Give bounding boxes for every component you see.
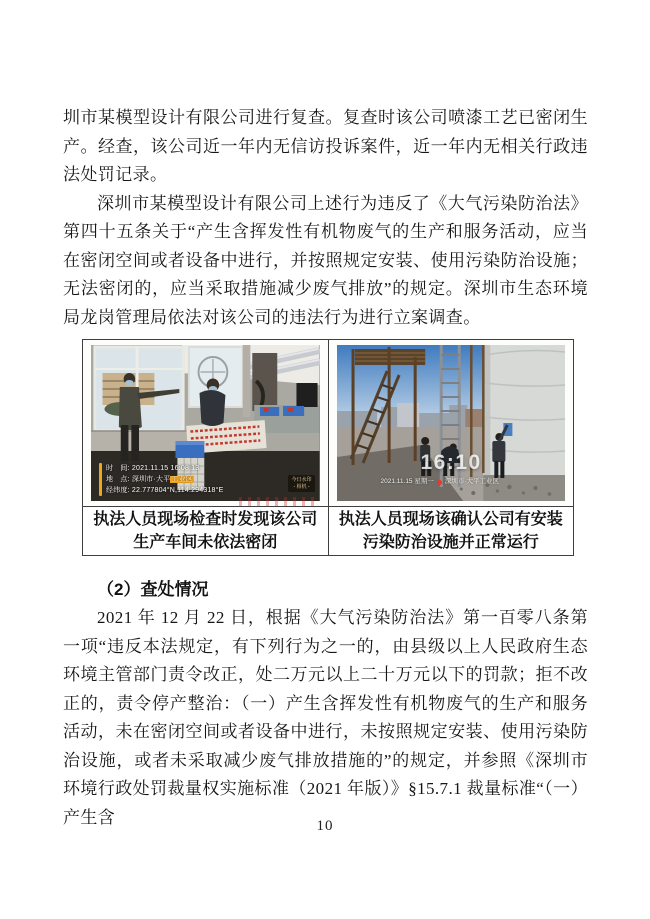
watermark-dateline bbox=[381, 478, 500, 486]
inspection-photo-workshop bbox=[91, 345, 320, 501]
watermark-date: 2021.11.15 星期一 bbox=[380, 478, 434, 485]
section-heading: （2）查处情况 bbox=[97, 580, 209, 599]
photo-caption-right: 执法人员现场该确认公司有安装 污染防治设施并正常运行 bbox=[328, 507, 574, 556]
photo-cell-right bbox=[328, 340, 574, 507]
watermark-place: 深圳市·大平工业区 bbox=[444, 478, 500, 485]
watermark-info bbox=[99, 463, 224, 496]
photo-caption-left: 执法人员现场检查时发现该公司 生产车间未依法密闭 bbox=[83, 507, 329, 556]
watermark-place: 地 点: 深圳市·大平工业区 bbox=[106, 476, 194, 483]
watermark-time: 时 间: 2021.11.15 16:08:13 bbox=[106, 465, 200, 472]
watermark-big-time: 16:10 bbox=[420, 451, 482, 474]
page-content bbox=[63, 104, 588, 832]
red-stamp-fragment bbox=[233, 497, 319, 506]
body-paragraph: 2021 年 12 月 22 日，根据《大气污染防治法》第一百零八条第一项“违反本法规定，有下列行为之一的，由县级以上人民政府生态环境主管部门责令改正，处二万元以上二十万元以下的罚款；拒不改正的，责令停产整治：（一）产生含挥发性有机物废气的生产和服务活动，未在密闭空间或者设备中进行，未按照规定安装、使用污染防治设施，或者未采取减少废气排放措施的”的规定，并参照《深圳市环境行政处罚裁量权实施标准（2021 年版）》§15.7.1 裁量标准“（一）产生含 bbox=[63, 608, 588, 827]
evidence-photo-table bbox=[82, 339, 574, 556]
watermark-accent-bar bbox=[99, 463, 102, 496]
inspection-photo-rooftop bbox=[337, 345, 566, 501]
page-number: 10 bbox=[316, 818, 334, 834]
location-pin-icon bbox=[436, 478, 443, 485]
watermark-camera-badge: 今日水印 - 相机 - bbox=[288, 475, 314, 492]
body-paragraph: 圳市某模型设计有限公司进行复查。复查时该公司喷漆工艺已密闭生产。经查，该公司近一年内无信访投诉案件，近一年内无相关行政违法处罚记录。 bbox=[63, 108, 588, 184]
photo-cell-left bbox=[83, 340, 329, 507]
watermark-coordinates: 经纬度: 22.777804°N,114.294318°E bbox=[106, 487, 224, 494]
body-paragraph: 深圳市某模型设计有限公司上述行为违反了《大气污染防治法》第四十五条关于“产生含挥发性有机物废气的生产和服务活动，应当在密闭空间或者设备中进行，并按照规定安装、使用污染防治设施；无法密闭的，应当采取措施减少废气排放”的规定。深圳市生态环境局龙岗管理局依法对该公司的违法行为进行立案调查。 bbox=[63, 193, 588, 327]
